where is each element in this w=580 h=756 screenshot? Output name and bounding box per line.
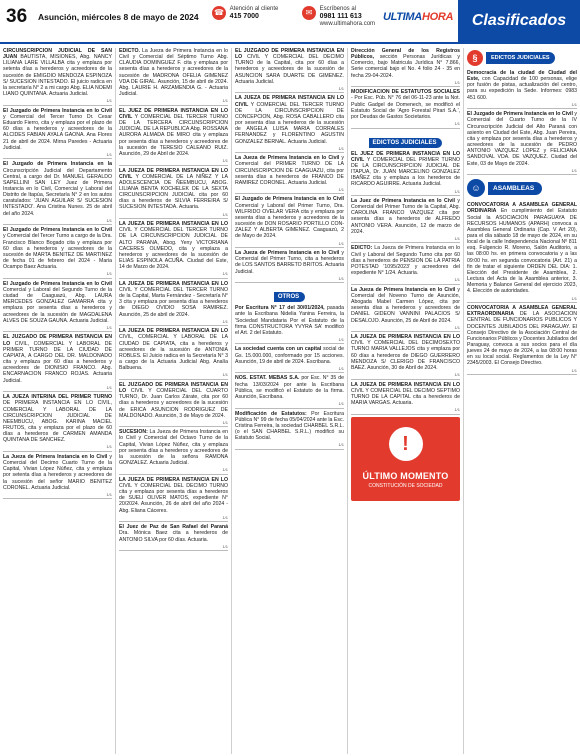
notice-lead: La Jueza de Primera Instancia en lo Civil — [235, 155, 340, 162]
notice-id: 1/1 — [235, 402, 344, 409]
notice-body: Comercial y Laboral del Primer Turno, Dra. WILFRIDO OVELAR VERA cita y emplaza por sesenta días a herederos y acreedores de la sucesión de DON ROSARIO PORTILLO CON-ZALEZ Y ALBERTA GIMENEZ. Caaguazú, 2 de Mayo de 2024. — [235, 202, 344, 240]
classified-notice — [119, 108, 228, 157]
notice-lead: LA JUEZA DE PRIMERA INSTANCIA EN LO — [119, 280, 228, 287]
notice-lead: El Juzgado de Primera Instancia en lo Civil — [3, 227, 112, 234]
ultimo-momento-promo[interactable] — [351, 417, 460, 501]
phone-label: Atención al cliente — [229, 6, 279, 12]
notice-id: 1/1 — [235, 443, 344, 450]
classified-notice — [3, 394, 112, 443]
classified-notice — [235, 48, 344, 85]
notice-body: La Jueza de Primera Instancia en lo Civil y Comercial del Séptimo Turno Abg. CLAUDIA DOMINGUEZ F. cita y emplaza por sesenta días a herederos y acreedores de la sucesión de MADRONA OFELIA GIMENEZ VDA DE GIRAL. Asunción, 15 de abril de 2024. Abg. LAURIE H. ARZAMENDIA G. - Actuaria Judicial. — [119, 48, 228, 98]
notice-id: 1/1 — [235, 367, 344, 374]
notice-id: 1/1 — [3, 493, 112, 500]
notice-id: 1/1 — [119, 545, 228, 552]
column-2 — [116, 48, 232, 754]
classified-notice — [3, 227, 112, 270]
classified-notice — [3, 281, 112, 324]
notice-id: 1/1 — [3, 386, 112, 393]
notice-body: Comercial y Laboral del Segundo Turno de la ciudad de Caaguazú, Abg. LAURA MERCEDES GONZALEZ GAMARRA cita y emplaza por sesenta días a herederos y acreedores de la sucesión de MAGDALENA ALVES DE SOUZA GAUNA. Actuaria Judicial. — [3, 287, 112, 324]
notice-body: Y COMERCIAL DE LA NIÑEZ Y LA ADOLESCENCIA DE ÑEEMBUCU, ABOG. LILIANA BENTA KOCHELEK DE LA SEXTA CIRCUNSCRIPCION JUDICIAL cita por 60 días a herederos de SILVIA FERREIRA S/ SUCESION INTESTADA. Actuaria. — [119, 173, 228, 211]
notice-lead: EL JUEZ DE PRIMERA INSTANCIA EN LO CIVIL — [351, 150, 460, 163]
notice-id: 1/1 — [235, 147, 344, 154]
notice-body: CIVIL Y COMERCIAL DEL DECIMO TURNO de la Capital, cita por 60 días a herederos y acreedores de la sucesión de ASUNCION SARA DUARTE DE GIMENEZ. Actuaria Judicial. — [235, 54, 344, 85]
notice-id: 1/1 — [3, 99, 112, 106]
notice-body: BAUTISTA, MISIONES, Abg. NANCY LILIANA LARE VILLALBA cita y emplaza por setenta días a herederos y acreedores de la sucesión de EMIGDIO MENDOZA ESPINOZA S/ SUCESION INTESTADO. El juicio radica en la secretaría N° 2 a mi cargo Abg. ELIA NOEMI LIANO QUINTANA. Actuaria Judicial. — [3, 54, 112, 98]
notice-lead: LA JUEZA DE PRIMERA INSTANCIA EN LO — [351, 381, 460, 388]
notice-id: 1/1 — [3, 219, 112, 226]
notice-id: 1/1 — [119, 213, 228, 220]
notice-id: 1/1 — [3, 445, 112, 452]
notice-body: CIVIL Y COMERCIAL DEL DECIMOSEXTO TURNO MARIA VALLEJOS cita y emplaza por 60 días a herederos de DIEGO GUERRERO MENDOZA S/ CLERIGO DE FRANCISCO BAEZ. Asunción, 30 de Abril de 2024. — [351, 340, 460, 371]
brand-part-b: HORA — [421, 11, 454, 23]
notice-id: 1/1 — [119, 516, 228, 523]
notice-lead: La Juez de Primera Instancia en lo Civil — [351, 198, 455, 204]
classified-notice — [235, 411, 344, 442]
classified-notice — [351, 334, 460, 371]
notice-lead: LA JUEZA DE PRIMERA INSTANCIA EN LO — [351, 334, 460, 341]
classified-notice — [3, 48, 112, 97]
classified-notice — [351, 382, 460, 407]
brand-logo — [383, 11, 453, 23]
classified-notice — [351, 151, 460, 188]
notice-body: La Jueza de Primera Instancia en lo Civil y Comercial del Octavo Turno de la Capital, Vivian López Núñez, cita y emplaza por sesenta días a herederos y acreedores de la sucesión de la señora RAMONA GONZALEZ. Actuaria Judicial. — [119, 429, 228, 467]
notice-id: 1/1 — [235, 87, 344, 94]
classified-notice — [119, 48, 228, 97]
notice-lead: CIRCUNSCRIPCION JUDICIAL DE SAN JUAN — [3, 48, 112, 61]
notice-body: DE PRIMERA INSTANCIA EN LO CIVIL, COMERCIAL Y LABORAL DE LA CIRCUNSCRIPCION JUDICIAL DE NEEMBUCU, ABOG. KARINA MACIEL FRUTOS, cita y emplaza por el plazo de 60 días a herederos de CARMEN AMANDA QUINTANA DE SANCHEZ. — [3, 400, 112, 444]
classified-notice — [351, 48, 460, 79]
notice-id: 1/1 — [351, 81, 460, 88]
notice-lead: Por Escritura N° 17 del 30/01/2024, — [235, 305, 325, 312]
notice-lead: El Juzgado de Primera Instancia en lo Civil — [3, 280, 112, 287]
asambleas-heading — [467, 178, 577, 198]
notice-id: 1/1 — [235, 188, 344, 195]
mail-icon: ✉ — [302, 6, 316, 20]
notice-body: CIVIL Y COMERCIAL DEL TERCER TURNO DE LA CIRCUNSCRIPCION JUDICIAL DE ALTO PARANA, Abog. Yeny VICTORIANA CACERES OLMEDO, cita y emplaza a herederos y acreedores de la sucesión de ELIAS ESPINOLA ACUÑA. Ciudad del Este, 14 de Marzo de 2024. — [119, 227, 228, 271]
classified-notice — [3, 161, 112, 216]
notice-lead: EDICTO: — [351, 245, 373, 252]
alert-icon: ! — [389, 427, 423, 461]
notice-id: 1/1 — [351, 237, 460, 244]
notice-lead: EL JUEZ DE PRIMERA INSTANCIA EN LO CIVIL — [119, 107, 228, 120]
notice-lead: Dirección General de los Registros Públicos, — [351, 48, 460, 61]
page-header — [0, 0, 580, 44]
notice-id: 1/1 — [119, 320, 228, 327]
notice-body: por Esc. N° 35 de fecha 13/03/2024 por ante la Escribana Pública, se modificó el Estatuto de la firma. Asunción, Escribana. — [235, 375, 344, 400]
notice-lead: La sociedad cuenta con un capital — [235, 346, 322, 353]
classified-notice — [3, 334, 112, 383]
classified-notice — [119, 524, 228, 542]
notice-body: y Comercial del PRIMER TURNO DE LA CIRCUNSCRIPCION DE CAAGUAZU, cita por sesenta días a herederos de FRANCO DE RAMIREZ CORONEL. Actuaria Judicial. — [235, 155, 344, 186]
category-heading-otros: OTROS — [274, 292, 305, 302]
classified-notice — [351, 198, 460, 235]
notice-lead: CONVOCATORIA A ASAMBLEA GENERAL ORDINARIA — [467, 202, 577, 215]
promo-title: ÚLTIMO MOMENTO — [362, 470, 449, 481]
classified-notice — [467, 202, 577, 294]
notice-body: DE LA ASOCIACION CENTRAL DE FUNCIONARIOS PUBLICOS Y DOCENTES JUBILADOS DEL PARAGUAY. El Consejo Directivo de la Asociación Central de Funcionarios Públicos y Docentes Jubilados del Paraguay, convoca a sus socios para el día jueves 24 de mayo de 2024, a las 08:00 horas en su local social. Reglamentos de la Ley N° 2345/2003. El Consejo Directivo. — [467, 311, 577, 367]
notice-body: y Comercial del Tercer Turno Dr. Cesar Eduardo Fierro, cita y emplaza por el plazo de 60 días a herederos y acreedores de la ALCIDES FABIAN AYALA GAONA. Ana Flores 21 de abril de 2024. Mirna Paredes - Actuaria Judicial. — [3, 113, 112, 151]
phone-contact — [212, 6, 278, 21]
classified-notice — [3, 108, 112, 151]
section-badge-label: EDICTOS JUDICIALES — [486, 52, 555, 64]
classified-notice — [235, 250, 344, 275]
notice-id: 1/1 — [119, 99, 228, 106]
date-line: Asunción, miércoles 8 de mayo de 2024 — [38, 12, 199, 22]
notice-id: 1/1 — [351, 190, 460, 197]
page-number: 36 — [6, 6, 28, 27]
category-heading-wrap — [235, 285, 344, 305]
classified-notice — [351, 89, 460, 120]
notice-body: con Capacidad de 100 personas, elige por fusión de pistas, actualización del centro, para su expedición la Sede. Informes: 0983 451 600. — [467, 76, 577, 101]
column-5 — [464, 48, 580, 754]
notice-id: 1/1 — [119, 272, 228, 279]
email-value: 0981 111 613 — [319, 13, 362, 20]
classified-notice — [119, 382, 228, 419]
classified-notice — [467, 70, 577, 101]
notice-lead: EL JUZGADO DE PRIMERA INSTANCIA EN LO — [235, 48, 344, 61]
column-3 — [232, 48, 348, 754]
classified-notice — [119, 477, 228, 514]
notice-id: 1/1 — [351, 278, 460, 285]
notice-lead: El Juzgado de Primera Instancia en lo Civil — [3, 107, 112, 114]
classified-notice — [119, 221, 228, 270]
notice-body: Y COMERCIAL DEL PRIMER TURNO DE LA CIRCUNSCRIPCION JUDICIAL DE ITAPUA, Dr. JUAN MARCELINO GONZALEZ IBAÑEZ cita y emplaza a los herederos de RICARDO AGUIRRE. Actuaria Judicial. — [351, 156, 460, 188]
promo-subtitle: CONSTITUCIÓN DE SOCIEDAD — [368, 482, 443, 489]
classified-notice — [235, 155, 344, 186]
category-heading-wrap — [351, 131, 460, 151]
notice-id: 1/1 — [3, 153, 112, 160]
gavel-icon: § — [467, 50, 483, 66]
classified-notice — [119, 328, 228, 371]
notice-lead: La Jueza de Primera Instancia en lo Civil — [235, 250, 340, 257]
section-title: Clasificados — [458, 0, 580, 42]
notice-id: 1/1 — [467, 369, 577, 376]
classified-notice — [235, 196, 344, 239]
notice-lead: SUCESION: — [119, 429, 148, 436]
classified-notice — [235, 346, 344, 364]
notice-lead: LA JUEZA DE PRIMERA INSTANCIA EN LO CIVIL — [235, 95, 344, 108]
phone-icon: ☎ — [212, 6, 226, 20]
classified-notice — [119, 429, 228, 466]
notice-id: 1/1 — [351, 122, 460, 129]
notice-body: En cumplimiento del Estatuto Social la ASOCIACION PARAGUAYA DE RECURSOS HUMANOS (APARH) convoca a Asamblea General Ordinaria (Cap. V Art 20), para el día sábado 18 de mayo de 2024, en su local de la calle Independencia Nacional Nº 811 esq. Fulgencio R. Moreno, Salón Auditorio, a las 08:00 hs. en primera convocatoria y a las 09:00 hs. en segunda convocatoria (Art. 21) a fin de tratar el siguiente ORDEN DEL DIA: 1. Elección del Presidente de Asamblea, 2. Lectura del Acta de la Asamblea anterior, 3. Memoria y Balance General del ejercicio 2023, 4. Elección de autoridades. — [467, 208, 577, 295]
section-badge — [467, 50, 577, 66]
notice-lead: LA JUEZA DE PRIMERA INSTANCIA EN LO — [119, 328, 228, 335]
notice-id: 1/1 — [119, 421, 228, 428]
notice-lead: El Juez de Paz de San Rafael del Paraná — [119, 524, 228, 531]
phone-number: 415 7000 — [229, 13, 259, 20]
notice-lead: El Juzgado de Primera Instancia en lo Civil — [235, 196, 344, 203]
notice-body: sección Personas Jurídicas y Comercio, bajo Matricula Jurídica N° 7.866, Serie comercial bajo el No. 4 folio 24 - 35 en fecha 29-04-2024. — [351, 54, 460, 79]
notice-body: Por Escritura Pública N° 99 de fecha 05/04/2024 ante la Esc. Cristina Ferreira, la sociedad CHARBEL S.R.L. (o el SAN CHARBEL S.R.L.) modificó su Estatuto Social. — [235, 410, 344, 442]
notice-lead: EL JUZGADO DE PRIMERA INSTANCIA EN LO — [3, 334, 112, 347]
classified-notice — [467, 111, 577, 166]
notice-body: pasada ante la Escribana Nidelia Yanina Ferreira, la 'Sociedad Mandataria Por el Estatuto de la firma CONSTRUCTORA YVYRA SA' modificó el Art. 2 del Estatuto. — [235, 305, 344, 336]
people-icon: ☺ — [467, 179, 485, 197]
email-contact — [302, 6, 375, 28]
notice-lead: Democracia de la ciudad de Ciudad del Este, — [467, 70, 577, 83]
classified-notice — [3, 454, 112, 491]
notice-body: y Comercial del Primer Turno de la Capital, Abg. CAROLINA FRANCO VAZQUEZ cita por sesenta días a herederos de ALFREDO ANTONIO VERA. Asunción, 12 de marzo de 2024. — [351, 198, 460, 235]
notice-lead: MODIFICACION DE ESTATUTOS SOCIALES — [351, 89, 460, 96]
notice-lead: LA JUEZA DE PRIMERA INSTANCIA EN LO — [119, 221, 228, 228]
brand-part-a: ULTIMA — [383, 11, 422, 23]
notice-id: 1/1 — [3, 326, 112, 333]
notice-body: CIVIL Y COMERCIAL DEL TERCER TURNO de la Capital, Marta Fernández - Secretaría N° 3 cita y emplaza por sesenta días a herederos de DIEGO OVIDIO SOSA RAMIREZ. Asunción, 25 de abril de 2024. — [119, 287, 228, 318]
notice-body: y Comercial del Cuarto Turno de la IV Circunscripción Judicial del Alto Paraná con asiento en Ciudad del Este, Abg. Juan Pereira, cita y emplaza por sesenta días a herederos y acreedores de la sucesión de PEDRO ANTONIO VAZQUEZ LOPEZ y FELICIANA SANDOVAL VDA. DE VAZQUEZ. Ciudad del Este, 03 de Mayo de 2024. — [467, 111, 577, 167]
classifieds-columns — [0, 48, 580, 754]
notice-body: CIVIL, COMERCIAL Y LABORAL DE LA CIUDAD DE CAPIATA, cita a herederos y acreedores de la sucesión de ANTONIA ROBLES. El Juicio radica en la Secretaría N° 3 a cargo de la Actuaria Judicial Abg. Analía Balbuena. — [119, 334, 228, 372]
notice-id: 1/1 — [351, 373, 460, 380]
notice-id: 1/1 — [235, 242, 344, 249]
notice-body: - Por Esc. Púb. N° 76 del 06-11-23 ante la Not. Public Gadgel de Domenech, se modificó el Estatuto Social de 'Agro Forestal Pirari S.A.', por Deudas de Gastos Societarios. — [351, 95, 460, 120]
notice-lead: LA JUEZA DE PRIMERA INSTANCIA EN LO CIVIL — [119, 167, 228, 180]
notice-lead: LA JUEZA INTERINA DEL PRIMER TURNO — [3, 394, 112, 401]
classified-notice — [235, 375, 344, 400]
notice-id: 1/1 — [235, 277, 344, 284]
classified-notice — [351, 287, 460, 324]
notice-body: y Comercial del Primer Turno, cita a herederos de LOS SANTOS BARRETO BRITOS. Actuaria Judicial. — [235, 250, 344, 275]
notice-body: y Comercial del Noveno Turno de Asunción, Abogada Mabel Carmen López, cita por sesenta días a herederos y acreedores de DANIEL GIDEON VANNINI PALACIOS S/ DESALOJO. Asunción, 25 de Abril de 2024. — [351, 286, 460, 324]
classified-notice — [235, 305, 344, 336]
notice-id: 1/1 — [351, 408, 460, 415]
notice-body: Dra. Mónica Baez cita a herederos de ANTONIO SILVA por 60 días. Actuaria. — [119, 530, 228, 543]
notice-body: Y COMERCIAL DEL TERCER TURNO DE LA CIRCUNSCRIPCION DE CONCEPCION, Abg. ROSA CABALLERO cita por sesenta días a herederos de la sucesión de ANGELA LUISA MARIA CORRALES FERNANDEZ y FLORENTINO AGUSTIN GONZALEZ BERNAL. Actuaria Judicial. — [235, 101, 344, 145]
notice-id: 1/1 — [467, 103, 577, 110]
classified-notice — [119, 281, 228, 318]
notice-body: La Jueza de Primera Instancia en lo Civil y Laboral del Segundo Turno cita por 60 días a herederos de PENSION DE LA PATRIA POTESTAD '1095/2023' y acreedores del expediente N° 1/24. Actuaria. — [351, 245, 460, 277]
notice-id: 1/1 — [351, 326, 460, 333]
notice-lead: El Juzgado de Primera Instancia en lo Civil — [467, 111, 573, 118]
notice-body: CIVIL, COMERCIAL Y LABORAL DE PRIMER TURNO DE LA CIUDAD DE CAPIATA, A CARGO DEL DR. MALDONADO cita y emplaza por 60 días a herederos y acreedores de DIONISIO FRANCO. Abg. ENCARNACION FRANCO ROJAS. Actuaria Judicial. — [3, 340, 112, 384]
notice-body: CIVIL Y COMERCIAL DEL CUARTO TURNO, Dr. Juan Carlos Zárate, cita por 60 días a herederos y acreedores de la sucesión de ERICA ASUNCION RODRIGUEZ DE MALDONADO. Asunción, 3 de Mayo de 2024. — [119, 388, 228, 419]
email-label: Escríbenos al — [319, 6, 357, 12]
notice-body: Circunscripción Judicial del Departamento Central, a cargo del Dr. MANUEL GERALDO SAPELLINI SAN LEY Juez de Primera Instancia en lo Civil, Comercial y Laboral del Distrito de Itapúa, Secretaría N° 2 en los autos caratulados: 'JUAN AGUILAR S/ SUCESION INTESTADO'. Ana Cristina Nunes. 25 de abril del año 2024. — [3, 167, 112, 217]
notice-body: y Comercial del Decimo Cuarto Turno de la Capital, Vivian López Núñez, cita y emplaza por setenta días a herederos y acreedores de la sucesión del señor MARIO BENITEZ CORONEL. Actuaria Judicial. — [3, 453, 112, 491]
notice-id: 1/1 — [119, 159, 228, 166]
notice-id: 1/1 — [3, 272, 112, 279]
notice-lead: NOS. ESTAT. MEBAS S.A. — [235, 375, 300, 382]
notice-id: 1/1 — [467, 169, 577, 176]
notice-id: 1/1 — [119, 468, 228, 475]
notice-lead: EDICTO. — [119, 48, 140, 54]
notice-lead: La Jueza de Primera Instancia en lo Civil — [3, 453, 108, 460]
notice-body: y Comercial del Tercer Turno a cargo de la Dra. Francisco Blanco Bogado cita y emplaza por 60 días a herederos y acreedores de la sucesión de MARTA BENITEZ DE MARTINEZ de fecha 01 de febrero del 2024 - Maria Ocampo Baez Actuaria. — [3, 233, 112, 271]
column-1 — [0, 48, 116, 754]
classified-notice — [351, 245, 460, 276]
notice-id: 1/1 — [235, 338, 344, 345]
notice-lead: EL JUZGADO DE PRIMERA INSTANCIA EN LO — [119, 381, 228, 395]
column-4 — [348, 48, 464, 754]
notice-lead: El Juzgado de Primera Instancia en la — [3, 161, 112, 168]
asambleas-label: ASAMBLEAS — [488, 182, 542, 195]
classified-notice — [119, 168, 228, 211]
notice-id: 1/1 — [467, 297, 577, 304]
notice-lead: Modificación de Estatutos: — [235, 410, 307, 417]
category-heading-edictos: EDICTOS JUDICIALES — [369, 138, 443, 148]
notice-body: CIVIL Y COMERCIAL DEL DECIMO TURNO cita y emplaza por sesenta días a herederos de SUELI OLIVER MATOS, expediente N° 20/2024. Asunción, 26 de abril del año 2024 - Abg. Eliana Cáceres. — [119, 482, 228, 514]
notice-id: 1/1 — [119, 373, 228, 380]
email-sub: www.ultimahora.com — [319, 21, 376, 27]
notice-body: Y COMERCIAL DEL TERCER TURNO DE LA TERCERA CIRCUNSCRIPCION JUDICIAL DE LA REPUBLICA Abg. ROSSANA AURORA ALMADA DE MIRO cita y emplaza por sesenta días a herederos y acreedores de la sucesión de TERESIO CALEANO RUIZ. Asunción, 29 de Abril de 2024. — [119, 113, 228, 157]
notice-lead: La Jueza de Primera Instancia en lo Civil — [351, 286, 456, 293]
notice-body: social de Gs. 15.000.000, conformado por 15 acciones. Asunción, 19 de abril de 2024. Escribana. — [235, 346, 344, 365]
notice-lead: CONVOCATORIA A ASAMBLEA GENERAL EXTRAORDINARIA — [467, 305, 577, 318]
notice-lead: LA JUEZA DE PRIMERA INSTANCIA EN LO — [119, 476, 228, 483]
notice-body: CIVIL Y COMERCIAL DEL DECIMO SEPTIMO TURNO DE LA CAPITAL cita a herederos de MARIA VARGAS. Actuaria. — [351, 387, 460, 407]
classified-notice — [467, 305, 577, 367]
classified-notice — [235, 95, 344, 144]
